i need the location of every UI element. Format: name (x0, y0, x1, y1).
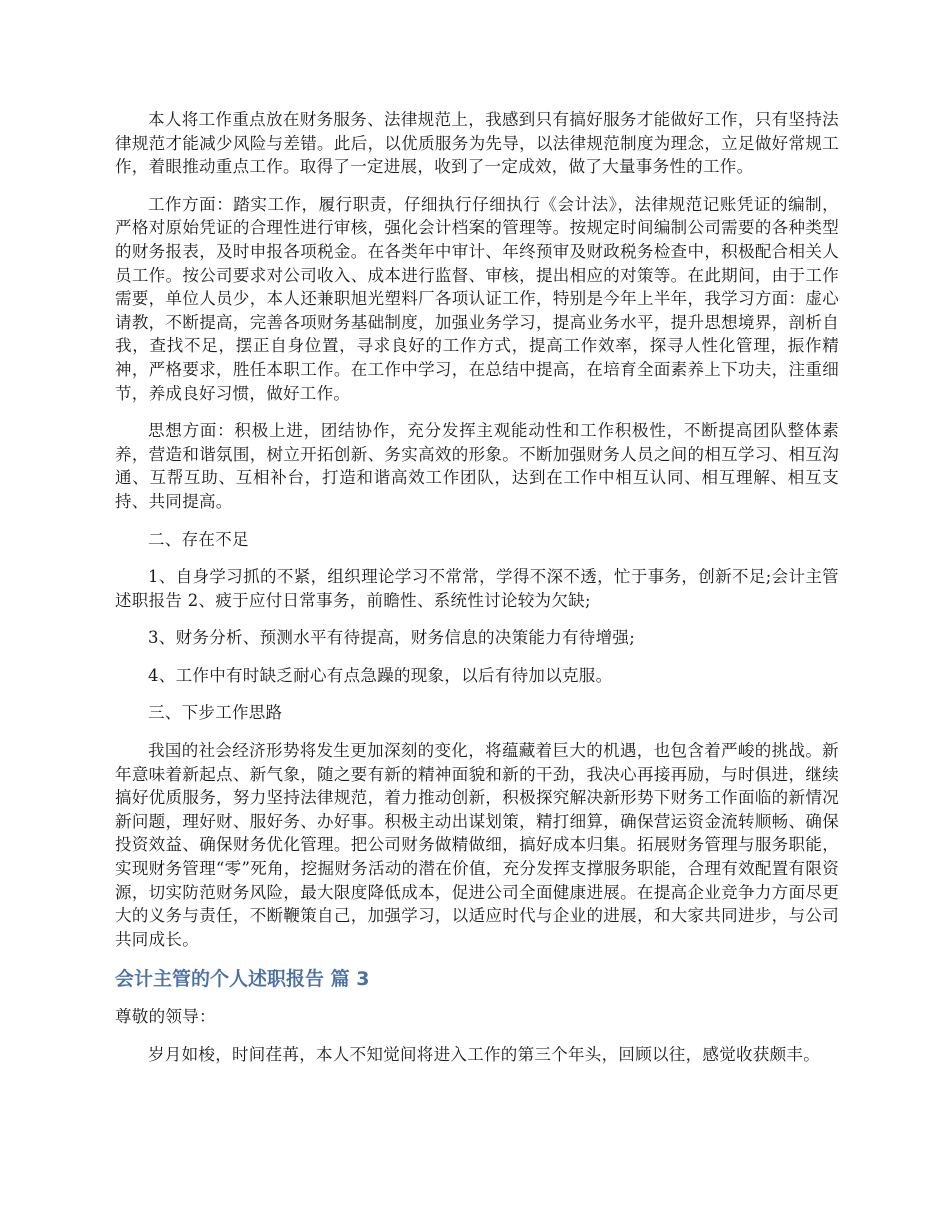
document-page (115, 108, 839, 1081)
opening-paragraph: 岁月如梭，时间荏苒，本人不知觉间将进入工作的第三个年头，回顾以往，感觉收获颇丰。 (148, 1045, 820, 1064)
article-3-title[interactable]: 会计主管的个人述职报告 篇 3 (115, 968, 370, 991)
next-steps-heading: 三、下步工作思路 (148, 703, 283, 723)
thought-aspect-paragraph: 思想方面：积极上进，团结协作，充分发挥主观能动性和工作积极性，不断提高团队整体素养，营造和谐氛围，树立开拓创新、务实高效的形象。不断加强财务人员之间的相互学习、相互沟通、互帮互助、互相补台，打造和谐高效工作团队，达到在工作中相互认同、相互理解、相互支持、共同提高。 (115, 421, 839, 511)
greeting: 尊敬的领导： (115, 1007, 216, 1027)
shortcoming-item-4: 4、工作中有时缺乏耐心有点急躁的现象，以后有待加以克服。 (148, 665, 613, 685)
next-steps-paragraph: 我国的社会经济形势将发生更加深刻的变化，将蕴藏着巨大的机遇，也包含着严峻的挑战。新年意味着新起点、新气象，随之要有新的精神面貌和新的干劲，我决心再接再励，与时俱进，继续搞好优质服务，努力坚持法律规范，着力推动创新，积极探究解决新形势下财务工作面临的新情况新问题，理好财、服好务、办好事。积极主动出谋划策，精打细算，确保营运资金流转顺畅、确保投资效益、确保财务优化管理。把公司财务做精做细，搞好成本归集。拓展财务管理与服务职能，实现财务管理“零”死角，挖掘财务活动的潜在价值，充分发挥支撑服务职能，合理有效配置有限资源，切实防范财务风险，最大限度降低成本，促进公司全面健康进展。在提高企业竞争力方面尽更大的义务与责任，不断鞭策自己，加强学习，以适应时代与企业的进展，和大家共同进步，与公司共同成长。 (115, 741, 839, 949)
shortcoming-item-3: 3、财务分析、预测水平有待提高，财务信息的决策能力有待增强; (148, 628, 636, 648)
work-aspect-paragraph: 工作方面：踏实工作，履行职责，仔细执行仔细执行《会计法》，法律规范记账凭证的编制，严格对原始凭证的合理性进行审核，强化会计档案的管理等。按规定时间编制公司需要的各种类型的财务报表，及时申报各项税金。在各类年中审计、年终预审及财政税务检查中，积极配合相关人员工作。按公司要求对公司收入、成本进行监督、审核，提出相应的对策等。在此期间，由于工作需要，单位人员少，本人还兼职旭光塑料厂各项认证工作，特别是今年上半年，我学习方面：虚心请教，不断提高，完善各项财务基础制度，加强业务学习，提高业务水平，提升思想境界，剖析自我，查找不足，摆正自身位置，寻求良好的工作方式，提高工作效率，探寻人性化管理，振作精神，严格要求，胜任本职工作。在工作中学习，在总结中提高，在培育全面素养上下功夫，注重细节，养成良好习惯，做好工作。 (115, 194, 839, 403)
shortcoming-item-1: 1、自身学习抓的不紧，组织理论学习不常常，学得不深不透，忙于事务，创新不足;会计主管述职报告 2、疲于应付日常事务，前瞻性、系统性讨论较为欠缺; (115, 567, 839, 610)
shortcomings-heading: 二、存在不足 (148, 529, 249, 549)
intro-paragraph: 本人将工作重点放在财务服务、法律规范上，我感到只有搞好服务才能做好工作，只有坚持法律规范才能减少风险与差错。此后，以优质服务为先导，以法律规范制度为理念，立足做好常规工作，着眼推动重点工作。取得了一定进展，收到了一定成效，做了大量事务性的工作。 (115, 110, 839, 177)
